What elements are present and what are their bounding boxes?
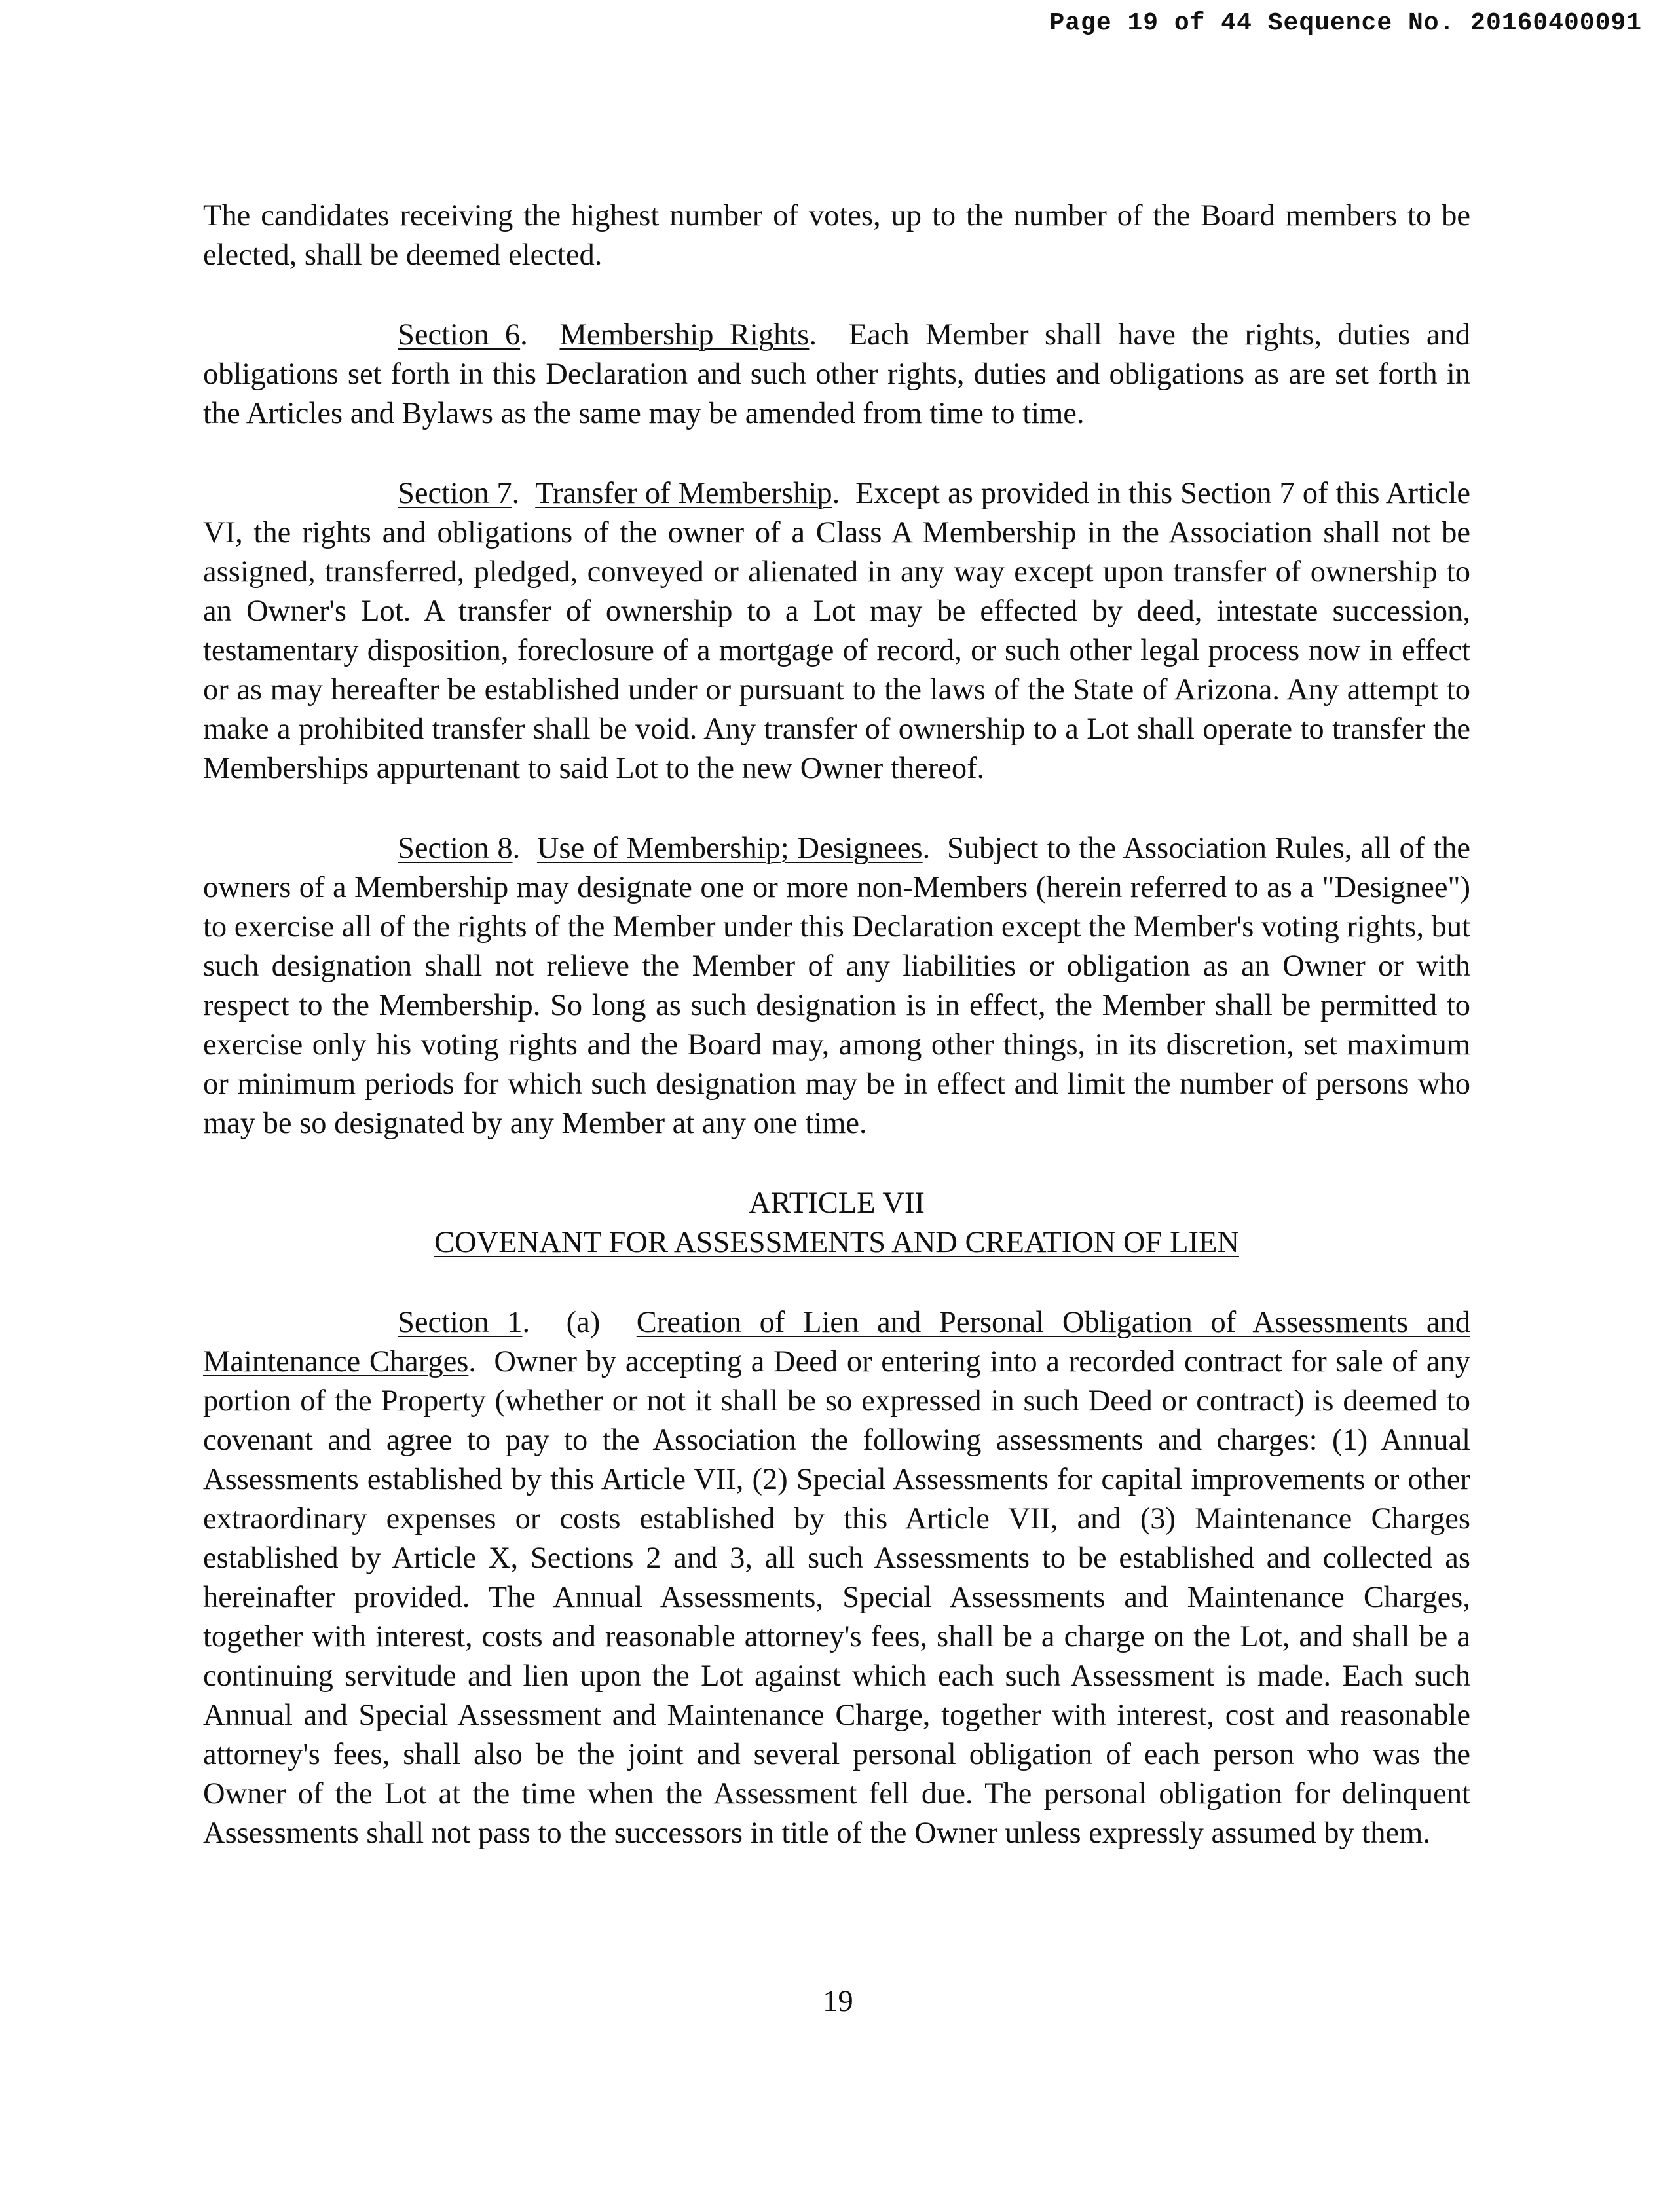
article-section-1-body: Owner by accepting a Deed or entering into a recorded contract for sale of any portion of the Property (whether or not it shall be so expressed in such Deed or contract) is deemed to covenant and agree to pay to the Association the following assessments and charges: (1) Annual Assessments established by this Article VII, (2) Special Assessments for capital improvements or other extraordinary expenses or costs established by this Article VII, and (3) Maintenance Charges established by Article X, Sections 2 and 3, all such Assessments to be established and collected as hereinafter provided. The Annual Assessments, Special Assessments and Maintenance Charges, together with interest, costs and reasonable attorney's fees, shall be a charge on the Lot, and shall be a continuing servitude and lien upon the Lot against which each such Assessment is made. Each such Annual and Special Assessment and Maintenance Charge, together with interest, cost and reasonable attorney's fees, shall also be the joint and several personal obligation of each person who was the Owner of the Lot at the time when the Assessment fell due. The personal obligation for delinquent Assessments shall not pass to the successors in title of the Owner unless expressly assumed by them. <box>203 1345 1470 1850</box>
article-section-1-subpart: (a) <box>566 1306 601 1339</box>
article-number: ARTICLE VII <box>749 1187 925 1220</box>
section-7-paragraph: Section 7. Transfer of Membership. Except as provided in this Section 7 of this Article VI, the rights and obligations of the owner of a Class A Membership in the Association shall not be assigned, transferred, pledged, conveyed or alienated in any way except upon transfer of ownership to an Owner's Lot. A transfer of ownership to a Lot may be effected by deed, intestate succession, testamentary disposition, foreclosure of a mortgage of record, or such other legal process now in effect or as may hereafter be established under or pursuant to the laws of the State of Arizona. Any attempt to make a prohibited transfer shall be void. Any transfer of ownership to a Lot shall operate to transfer the Memberships appurtenant to said Lot to the new Owner thereof. <box>203 477 1470 785</box>
article-section-1-paragraph: Section 1. (a) Creation of Lien and Personal Obligation of Assessments and Maintenance Charges. Owner by accepting a Deed or entering into a recorded contract for sale of any portion of the Property (whether or not it shall be so expressed in such Deed or contract) is deemed to covenant and agree to pay to the Association the following assessments and charges: (1) Annual Assessments established by this Article VII, (2) Special Assessments for capital improvements or other extraordinary expenses or costs established by this Article VII, and (3) Maintenance Charges established by Article X, Sections 2 and 3, all such Assessments to be established and collected as hereinafter provided. The Annual Assessments, Special Assessments and Maintenance Charges, together with interest, costs and reasonable attorney's fees, shall be a charge on the Lot, and shall be a continuing servitude and lien upon the Lot against which each such Assessment is made. Each such Annual and Special Assessment and Maintenance Charge, together with interest, cost and reasonable attorney's fees, shall also be the joint and several personal obligation of each person who was the Owner of the Lot at the time when the Assessment fell due. The personal obligation for delinquent Assessments shall not pass to the successors in title of the Owner unless expressly assumed by them. <box>203 1306 1471 1850</box>
section-7-label: Section 7 <box>398 477 512 510</box>
section-6-label: Section 6 <box>398 318 521 352</box>
intro-paragraph: The candidates receiving the highest number of votes, up to the number of the Board members to be elected, shall be deemed elected. <box>203 199 1470 272</box>
article-heading <box>203 1184 1470 1263</box>
article-title: COVENANT FOR ASSESSMENTS AND CREATION OF LIEN <box>434 1226 1239 1259</box>
section-6-body: Each Member shall have the rights, duties and obligations set forth in this Declaration and such other rights, duties and obligations as are set forth in the Articles and Bylaws as the same may be amended from time to time. <box>203 318 1470 430</box>
page-header: Page 19 of 44 Sequence No. 20160400091 <box>1049 9 1642 37</box>
article-section-1-label: Section 1 <box>398 1306 523 1339</box>
page-number: 19 <box>823 1985 853 2018</box>
section-8-label: Section 8 <box>398 832 513 865</box>
document-body <box>203 196 1470 1853</box>
section-8-paragraph: Section 8. Use of Membership; Designees. Subject to the Association Rules, all of the owners of a Membership may designate one or more non-Members (herein referred to as a "Designee") to exercise all of the rights of the Member under this Declaration except the Member's voting rights, but such designation shall not relieve the Member of any liabilities or obligation as an Owner or with respect to the Membership. So long as such designation is in effect, the Member shall be permitted to exercise only his voting rights and the Board may, among other things, in its discretion, set maximum or minimum periods for which such designation may be in effect and limit the number of persons who may be so designated by any Member at any one time. <box>203 832 1471 1140</box>
section-6-title: Membership Rights <box>559 318 810 352</box>
section-7-body: Except as provided in this Section 7 of this Article VI, the rights and obligations of the owner of a Class A Membership in the Association shall not be assigned, transferred, pledged, conveyed or alienated in any way except upon transfer of ownership to an Owner's Lot. A transfer of ownership to a Lot may be effected by deed, intestate succession, testamentary disposition, foreclosure of a mortgage of record, or such other legal process now in effect or as may hereafter be established under or pursuant to the laws of the State of Arizona. Any attempt to make a prohibited transfer shall be void. Any transfer of ownership to a Lot shall operate to transfer the Memberships appurtenant to said Lot to the new Owner thereof. <box>203 477 1470 785</box>
section-8-body: Subject to the Association Rules, all of the owners of a Membership may designate one or more non-Members (herein referred to as a "Designee") to exercise all of the rights of the Member under this Declaration except the Member's voting rights, but such designation shall not relieve the Member of any liabilities or obligation as an Owner or with respect to the Membership. So long as such designation is in effect, the Member shall be permitted to exercise only his voting rights and the Board may, among other things, in its discretion, set maximum or minimum periods for which such designation may be in effect and limit the number of persons who may be so designated by any Member at any one time. <box>203 832 1471 1140</box>
section-6-paragraph: Section 6. Membership Rights. Each Member shall have the rights, duties and obligations set forth in this Declaration and such other rights, duties and obligations as are set forth in the Articles and Bylaws as the same may be amended from time to time. <box>203 318 1470 430</box>
article-section-1-title: Creation of Lien and Personal Obligation of Assessments and Maintenance Charges <box>203 1306 1471 1378</box>
section-8-title: Use of Membership; Designees <box>536 832 923 865</box>
section-7-title: Transfer of Membership <box>535 477 832 510</box>
